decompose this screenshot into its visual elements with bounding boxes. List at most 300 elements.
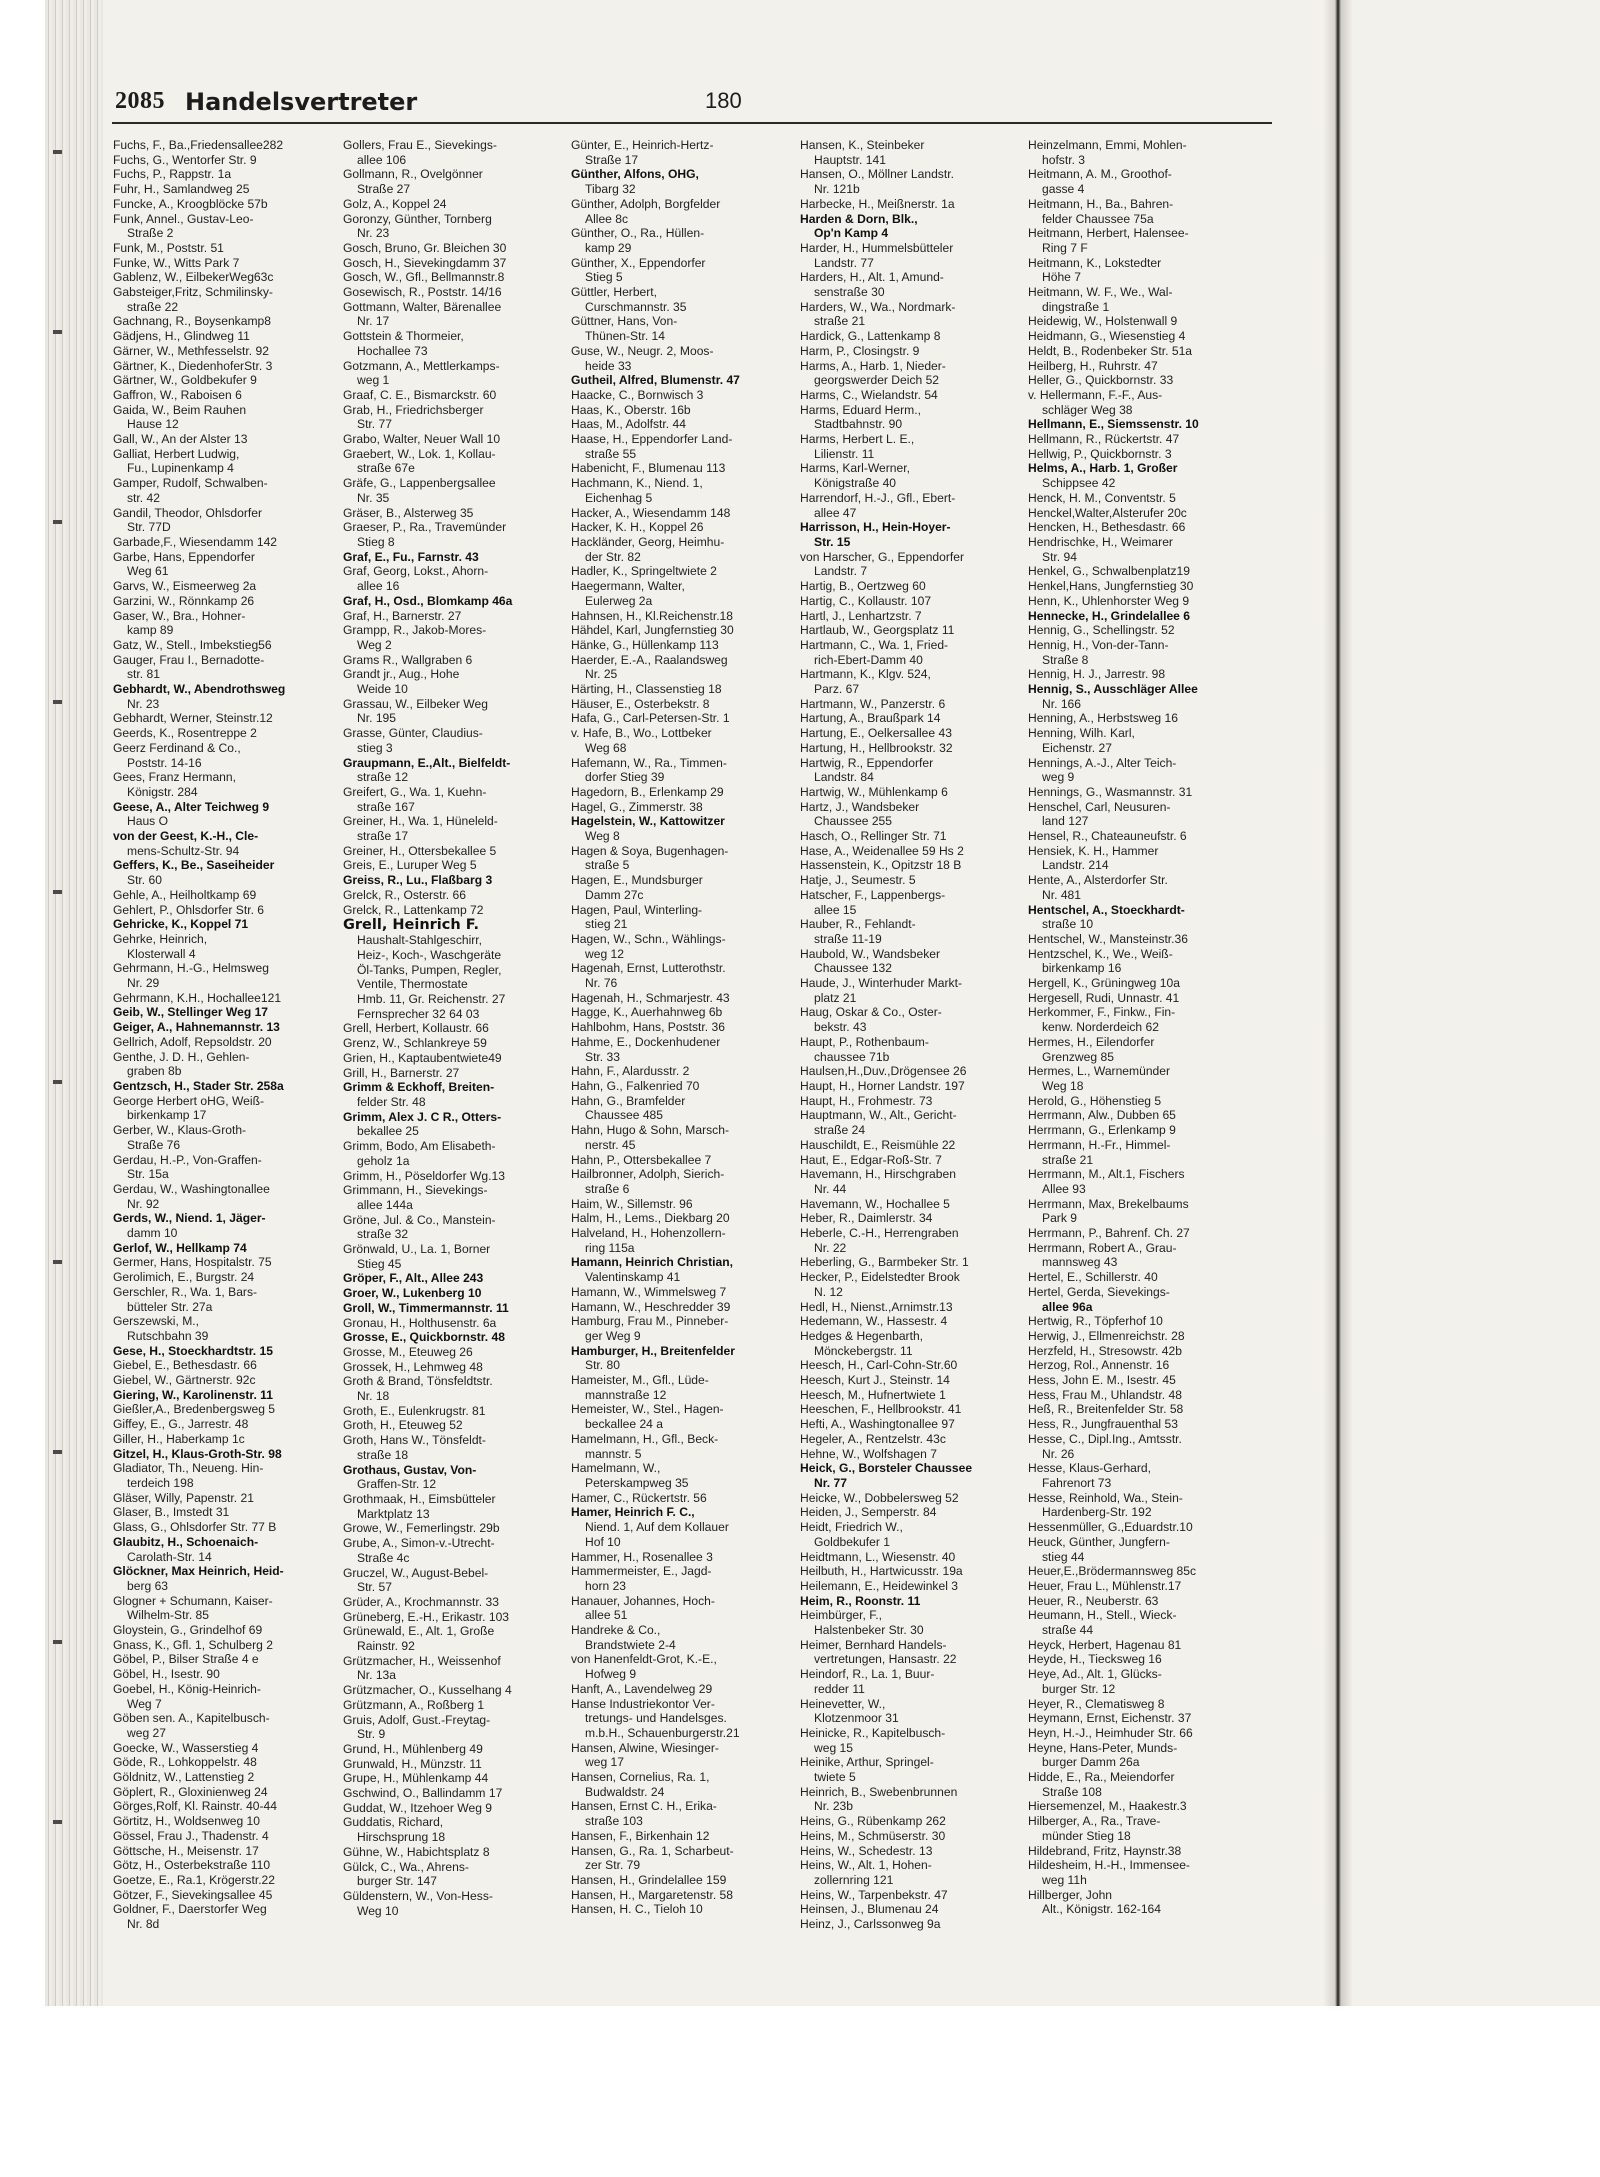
directory-entry: Hansen, H. C., Tieloh 10 xyxy=(571,1902,703,1917)
entry-continuation: Tibarg 32 xyxy=(585,182,636,197)
directory-entry: Götz, H., Osterbekstraße 110 xyxy=(113,1858,271,1873)
entry-continuation: bekallee 25 xyxy=(357,1124,419,1139)
entry-continuation: Hirschsprung 18 xyxy=(357,1830,446,1845)
directory-entry: v. Hellermann, F.-F., Aus- xyxy=(1028,387,1163,402)
directory-entry: Herold, G., Höhenstieg 5 xyxy=(1028,1093,1162,1108)
entry-continuation: Weg 7 xyxy=(127,1696,162,1711)
entry-continuation: nerstr. 45 xyxy=(585,1137,636,1152)
directory-column-3 xyxy=(571,138,785,1917)
directory-entry: Hiersemenzel, M., Haakestr.3 xyxy=(1028,1799,1187,1814)
entry-continuation: straße 11-19 xyxy=(814,931,882,946)
directory-entry: Heilemann, E., Heidewinkel 3 xyxy=(800,1578,958,1593)
entry-continuation: Graffen-Str. 12 xyxy=(357,1477,437,1492)
directory-entry: Grimm, Bodo, Am Elisabeth- xyxy=(343,1139,496,1154)
directory-entry: Groth & Brand, Tönsfeldtstr. xyxy=(343,1374,493,1389)
directory-entry: Heesch, M., Hufnertwiete 1 xyxy=(800,1387,946,1402)
entry-continuation: Allee 8c xyxy=(585,211,629,226)
entry-continuation: Schippsee 42 xyxy=(1042,476,1116,491)
entry-continuation: schläger Weg 38 xyxy=(1042,402,1133,417)
directory-entry: Heldt, B., Rodenbeker Str. 51a xyxy=(1028,343,1193,358)
directory-entry: Handreke & Co., xyxy=(571,1623,661,1638)
entry-continuation: Nr. 26 xyxy=(1042,1446,1075,1461)
directory-entry: Goldner, F., Daerstorfer Weg xyxy=(113,1902,267,1917)
entry-continuation: tretungs- und Handelsges. xyxy=(585,1711,727,1726)
entry-continuation: straße 32 xyxy=(357,1227,409,1242)
directory-entry: Hahnsen, H., Kl.Reichenstr.18 xyxy=(571,608,734,623)
directory-entry: Haug, Oskar & Co., Oster- xyxy=(800,1005,942,1020)
directory-entry: Funk, Annel., Gustav-Leo- xyxy=(113,211,254,226)
entry-continuation: straße 17 xyxy=(357,829,409,844)
directory-entry: Henck, H. M., Conventstr. 5 xyxy=(1028,490,1176,505)
directory-entry: Grünewald, E., Alt. 1, Große xyxy=(343,1624,495,1639)
directory-entry: Hecker, P., Eidelstedter Brook xyxy=(800,1270,960,1285)
entry-continuation: Straße 4c xyxy=(357,1550,410,1565)
directory-entry: Hellmann, R., Rückertstr. 47 xyxy=(1028,432,1180,447)
directory-entry: Haegermann, Walter, xyxy=(571,579,685,594)
directory-entry: Herrmann, G., Erlenkamp 9 xyxy=(1028,1123,1176,1138)
directory-entry: Graf, Georg, Lokst., Ahorn- xyxy=(343,564,489,579)
directory-entry: Glass, G., Ohlsdorfer Str. 77 B xyxy=(113,1520,277,1535)
entry-continuation: gasse 4 xyxy=(1042,182,1085,197)
entry-continuation: Nr. 121b xyxy=(814,182,860,197)
directory-entry: Hansen, O., Möllner Landstr. xyxy=(800,167,954,182)
directory-entry: Grube, A., Simon-v.-Utrecht- xyxy=(343,1536,495,1551)
directory-entry: Hildebrand, Fritz, Haynstr.38 xyxy=(1028,1843,1182,1858)
directory-entry: Gerber, W., Klaus-Groth- xyxy=(113,1123,247,1138)
directory-entry: Hamann, W., Heschredder 39 xyxy=(571,1299,731,1314)
entry-continuation: Weg 10 xyxy=(357,1903,399,1918)
entry-continuation: Stieg 8 xyxy=(357,534,395,549)
directory-entry: Hahlbohm, Hans, Poststr. 36 xyxy=(571,1020,725,1035)
directory-entry: Haut, E., Edgar-Roß-Str. 7 xyxy=(800,1152,942,1167)
directory-entry: Hefti, A., Washingtonallee 97 xyxy=(800,1417,955,1432)
entry-continuation: heide 33 xyxy=(585,358,632,373)
entry-continuation: allee 47 xyxy=(814,505,857,520)
directory-entry: Glaser, B., Imstedt 31 xyxy=(113,1505,230,1520)
directory-entry: Gablenz, W., EilbekerWeg63c xyxy=(113,270,274,285)
directory-entry: Gerdau, W., Washingtonallee xyxy=(113,1181,270,1196)
directory-entry: Gehle, A., Heilholtkamp 69 xyxy=(113,887,257,902)
directory-entry: Hagelstein, W., Kattowitzer xyxy=(571,814,725,829)
entry-continuation: weg 1 xyxy=(357,373,390,388)
directory-entry: Geese, A., Alter Teichweg 9 xyxy=(113,799,270,814)
entry-continuation: land 127 xyxy=(1042,814,1089,829)
entry-continuation: birkenkamp 16 xyxy=(1042,961,1122,976)
entry-continuation: dingstraße 1 xyxy=(1042,299,1110,314)
entry-continuation: Str. 77 xyxy=(357,417,392,432)
directory-entry: Hennig, G., Schellingstr. 52 xyxy=(1028,623,1175,638)
entry-continuation: straße 12 xyxy=(357,770,409,785)
directory-entry: Gerolimich, E., Burgstr. 24 xyxy=(113,1270,255,1285)
directory-entry: Hartz, J., Wandsbeker xyxy=(800,799,920,814)
directory-entry: Gerschler, R., Wa. 1, Bars- xyxy=(113,1284,258,1299)
directory-entry: Hennings, G., Wasmannstr. 31 xyxy=(1028,784,1193,799)
directory-entry: Gloystein, G., Grindelhof 69 xyxy=(113,1623,263,1638)
entry-continuation: weg 9 xyxy=(1042,770,1075,785)
entry-continuation: mens-Schultz-Str. 94 xyxy=(127,843,240,858)
directory-entry: Hente, A., Alsterdorfer Str. xyxy=(1028,873,1168,888)
directory-entry: Hansen, Alwine, Wiesinger- xyxy=(571,1740,719,1755)
directory-entry: Haas, M., Adolfstr. 44 xyxy=(571,417,686,432)
directory-entry: Heicke, W., Dobbelersweg 52 xyxy=(800,1490,959,1505)
directory-entry: Gandil, Theodor, Ohlsdorfer xyxy=(113,505,263,520)
directory-entry: Hachmann, K., Niend. 1, xyxy=(571,476,703,491)
entry-continuation: platz 21 xyxy=(814,990,857,1005)
entry-continuation: damm 10 xyxy=(127,1226,178,1241)
entry-continuation: Str. 94 xyxy=(1042,549,1077,564)
directory-entry: Härting, H., Classenstieg 18 xyxy=(571,682,722,697)
entry-continuation: weg 27 xyxy=(127,1725,166,1740)
directory-entry: Haubold, W., Wandsbeker xyxy=(800,946,941,961)
directory-entry: Heitmann, W. F., We., Wal- xyxy=(1028,285,1173,300)
directory-entry: Funke, W., Witts Park 7 xyxy=(113,255,240,270)
directory-entry: Henning, Wilh. Karl, xyxy=(1028,726,1135,741)
directory-entry: Harms, C., Wielandstr. 54 xyxy=(800,387,938,402)
entry-continuation: straße 6 xyxy=(585,1181,630,1196)
entry-continuation: straße 103 xyxy=(585,1814,643,1829)
directory-entry: Hartig, C., Kollaustr. 107 xyxy=(800,593,932,608)
entry-continuation: Hmb. 11, Gr. Reichenstr. 27 xyxy=(357,992,506,1007)
directory-entry: Grupe, H., Mühlenkamp 44 xyxy=(343,1771,489,1786)
entry-continuation: berg 63 xyxy=(127,1578,169,1593)
directory-entry: Geerz Ferdinand & Co., xyxy=(113,740,241,755)
entry-continuation: Lilienstr. 11 xyxy=(814,446,875,461)
entry-continuation: geholz 1a xyxy=(357,1153,410,1168)
directory-column-4 xyxy=(800,138,1014,1932)
entry-continuation: Eulerweg 2a xyxy=(585,593,653,608)
directory-entry: Heesch, Kurt J., Steinstr. 14 xyxy=(800,1373,950,1388)
directory-entry: Greiner, H., Ottersbekallee 5 xyxy=(343,843,497,858)
directory-entry: Görtitz, H., Woldsenweg 10 xyxy=(113,1814,260,1829)
directory-entry: Hansen, H., Margaretenstr. 58 xyxy=(571,1887,734,1902)
entry-continuation: Straße 76 xyxy=(127,1137,181,1152)
directory-entry: Heins, G., Rübenkamp 262 xyxy=(800,1814,946,1829)
entry-continuation: straße 5 xyxy=(585,858,630,873)
directory-entry: Haacke, C., Bornwisch 3 xyxy=(571,387,704,402)
directory-entry: Harder, H., Hummelsbütteler xyxy=(800,240,954,255)
entry-continuation: Str. 57 xyxy=(357,1580,392,1595)
directory-entry: Hagen, E., Mundsburger xyxy=(571,873,703,888)
directory-entry: Hamann, Heinrich Christian, xyxy=(571,1255,733,1270)
directory-entry: Heins, W., Schedestr. 13 xyxy=(800,1843,933,1858)
directory-entry: Grüneberg, E.-H., Erikastr. 103 xyxy=(343,1609,510,1624)
entry-continuation: straße 18 xyxy=(357,1447,409,1462)
entry-continuation: Nr. 23 xyxy=(357,226,390,241)
directory-entry: Heuer,E.,Brödermannsweg 85c xyxy=(1028,1564,1197,1579)
entry-continuation: Eichenstr. 27 xyxy=(1042,740,1112,755)
directory-entry: Heins, W., Alt. 1, Hohen- xyxy=(800,1858,932,1873)
directory-column-5 xyxy=(1028,138,1242,1917)
directory-entry: Guddat, W., Itzehoer Weg 9 xyxy=(343,1800,493,1815)
directory-entry: Hedges & Hegenbarth, xyxy=(800,1328,924,1343)
directory-entry: Harms, Karl-Werner, xyxy=(800,461,910,476)
directory-entry: Grelck, R., Lattenkamp 72 xyxy=(343,902,484,917)
directory-entry: Hafemann, W., Ra., Timmen- xyxy=(571,755,727,770)
directory-entry: Garvs, W., Eismeerweg 2a xyxy=(113,579,257,594)
entry-continuation: Grenzweg 85 xyxy=(1042,1049,1114,1064)
directory-entry: Gauger, Frau I., Bernadotte- xyxy=(113,652,265,667)
directory-entry: Gehrmann, K.H., Hochallee121 xyxy=(113,990,282,1005)
directory-entry: Gaffron, W., Raboisen 6 xyxy=(113,387,242,402)
directory-entry: Hilberger, A., Ra., Trave- xyxy=(1028,1814,1161,1829)
directory-entry: Henning, A., Herbstsweg 16 xyxy=(1028,711,1178,726)
directory-entry: Grützmann, A., Roßberg 1 xyxy=(343,1697,485,1712)
directory-entry: Harrendorf, H.-J., Gfl., Ebert- xyxy=(800,490,956,505)
entry-continuation: Weg 61 xyxy=(127,564,169,579)
directory-entry: Hentzschel, K., We., Weiß- xyxy=(1028,946,1173,961)
directory-entry: Havemann, W., Hochallee 5 xyxy=(800,1196,950,1211)
directory-entry: Hahn, G., Bramfelder xyxy=(571,1093,686,1108)
directory-entry: von Hanenfeldt-Grot, K.-E., xyxy=(571,1652,717,1667)
directory-entry: Gehrke, Heinrich, xyxy=(113,931,208,946)
directory-entry: Göde, R., Lohkoppelstr. 48 xyxy=(113,1755,257,1770)
directory-entry: Heß, R., Breitenfelder Str. 58 xyxy=(1028,1402,1184,1417)
directory-entry: Hagen, W., Schn., Wählings- xyxy=(571,931,726,946)
directory-entry: Heinicke, R., Kapitelbusch- xyxy=(800,1725,946,1740)
directory-entry: Gärtner, W., Goldbekufer 9 xyxy=(113,373,257,388)
entry-continuation: straße 167 xyxy=(357,799,415,814)
directory-entry: Gerds, W., Niend. 1, Jäger- xyxy=(113,1211,266,1226)
directory-entry: Hagedorn, B., Erlenkamp 29 xyxy=(571,784,724,799)
directory-entry: Haas, K., Oberstr. 16b xyxy=(571,402,691,417)
directory-entry: Grill, H., Barnerstr. 27 xyxy=(343,1065,460,1080)
directory-entry: Günther, Adolph, Borgfelder xyxy=(571,196,721,211)
directory-entry: Hauber, R., Fehlandt- xyxy=(800,917,916,932)
directory-entry: Hentschel, W., Mansteinstr.36 xyxy=(1028,931,1188,946)
directory-entry: Goronzy, Günther, Tornberg xyxy=(343,211,492,226)
entry-continuation: Str. 33 xyxy=(585,1049,620,1064)
entry-continuation: graben 8b xyxy=(127,1064,182,1079)
entry-continuation: mannstr. 5 xyxy=(585,1446,642,1461)
directory-entry: Hess, R., Jungfrauenthal 53 xyxy=(1028,1417,1178,1432)
directory-entry: Heber, R., Daimlerstr. 34 xyxy=(800,1211,933,1226)
directory-entry: Hess, John E. M., Isestr. 45 xyxy=(1028,1373,1176,1388)
directory-entry: Herrmann, M., Alt.1, Fischers xyxy=(1028,1167,1185,1182)
directory-entry: Heberling, G., Barmbeker Str. 1 xyxy=(800,1255,969,1270)
directory-entry: Heilbuth, H., Hartwicusstr. 19a xyxy=(800,1564,963,1579)
entry-continuation: weg 15 xyxy=(814,1740,853,1755)
directory-entry: Heyer, R., Clematisweg 8 xyxy=(1028,1696,1165,1711)
directory-entry: Hamelmann, H., Gfl., Beck- xyxy=(571,1431,719,1446)
directory-entry: Gnass, K., Gfl. 1, Schulberg 2 xyxy=(113,1637,273,1652)
directory-entry: Grunwald, H., Münzstr. 11 xyxy=(343,1756,482,1771)
entry-continuation: str. 81 xyxy=(127,667,160,682)
directory-entry: Grell, Herbert, Kollaustr. 66 xyxy=(343,1021,489,1036)
directory-entry: Gosch, W., Gfl., Bellmannstr.8 xyxy=(343,270,505,285)
entry-continuation: chaussee 71b xyxy=(814,1049,890,1064)
directory-entry: Grien, H., Kaptaubentwiete49 xyxy=(343,1050,502,1065)
directory-entry: Heinrich, B., Swebenbrunnen xyxy=(800,1784,958,1799)
directory-entry: Günther, X., Eppendorfer xyxy=(571,255,706,270)
entry-continuation: Damm 27c xyxy=(585,887,644,902)
directory-entry: Geffers, K., Be., Saseiheider xyxy=(113,858,275,873)
entry-continuation: Straße 108 xyxy=(1042,1784,1102,1799)
directory-entry: Hess, Frau M., Uhlandstr. 48 xyxy=(1028,1387,1182,1402)
directory-entry: Gees, Franz Hermann, xyxy=(113,770,236,785)
directory-entry: Hagen, Paul, Winterling- xyxy=(571,902,703,917)
directory-entry: Grützmacher, H., Weissenhof xyxy=(343,1653,501,1668)
directory-entry: Hartung, A., Braußpark 14 xyxy=(800,711,941,726)
directory-entry: Funk, M., Poststr. 51 xyxy=(113,240,224,255)
directory-entry: Gall, W., An der Alster 13 xyxy=(113,432,248,447)
directory-entry: Hadler, K., Springeltwiete 2 xyxy=(571,564,717,579)
directory-entry: Gehrmann, H.-G., Helmsweg xyxy=(113,961,269,976)
directory-entry: Hartung, E., Oelkersallee 43 xyxy=(800,726,952,741)
directory-entry: Fuhr, H., Samlandweg 25 xyxy=(113,182,250,197)
directory-entry: Gehlert, P., Ohlsdorfer Str. 6 xyxy=(113,902,265,917)
directory-entry: Hassenstein, K., Opitzstr 18 B xyxy=(800,858,962,873)
directory-entry: Hartwig, W., Mühlenkamp 6 xyxy=(800,784,948,799)
page-gutter xyxy=(1323,0,1353,2006)
directory-entry: Heimer, Bernhard Handels- xyxy=(800,1637,947,1652)
entry-continuation: Heiz-, Koch-, Waschgeräte xyxy=(357,947,502,962)
directory-entry: Gädjens, H., Glindweg 11 xyxy=(113,329,250,344)
directory-entry: Heinzelmann, Emmi, Mohlen- xyxy=(1028,138,1187,152)
entry-continuation: straße 67e xyxy=(357,461,415,476)
directory-entry: von Harscher, G., Eppendorfer xyxy=(800,549,965,564)
entry-continuation: Nr. 8d xyxy=(127,1917,160,1932)
directory-entry: Graebert, W., Lok. 1, Kollau- xyxy=(343,446,496,461)
directory-entry: Hansen, K., Steinbeker xyxy=(800,138,925,152)
directory-entry: Gössel, Frau J., Thadenstr. 4 xyxy=(113,1828,269,1843)
entry-continuation: mannsweg 43 xyxy=(1042,1255,1118,1270)
directory-entry: Gosch, Bruno, Gr. Bleichen 30 xyxy=(343,240,507,255)
directory-entry: Hartlaub, W., Georgsplatz 11 xyxy=(800,623,955,638)
entry-continuation: twiete 5 xyxy=(814,1770,856,1785)
directory-entry: Graupmann, E.,Alt., Bielfeldt- xyxy=(343,755,511,770)
directory-entry: Habenicht, F., Blumenau 113 xyxy=(571,461,726,476)
directory-entry: Heyck, Herbert, Hagenau 81 xyxy=(1028,1637,1182,1652)
directory-entry: Gärner, W., Methfesselstr. 92 xyxy=(113,343,269,358)
directory-entry: Galliat, Herbert Ludwig, xyxy=(113,446,240,461)
directory-entry: Giebel, W., Gärtnerstr. 92c xyxy=(113,1373,256,1388)
directory-entry: Heidt, Friedrich W., xyxy=(800,1520,903,1535)
entry-continuation: burger Str. 147 xyxy=(357,1874,438,1889)
entry-continuation: Höhe 7 xyxy=(1042,270,1081,285)
entry-continuation: Str. 60 xyxy=(127,873,162,888)
directory-entry: Güttner, Hans, Von- xyxy=(571,314,678,329)
entry-continuation: birkenkamp 17 xyxy=(127,1108,207,1123)
entry-continuation: beckallee 24 a xyxy=(585,1417,663,1432)
directory-entry: Gräser, B., Alsterweg 35 xyxy=(343,505,474,520)
entry-continuation: Halstenbeker Str. 30 xyxy=(814,1623,924,1638)
directory-entry: Garbade,F., Wiesendamm 142 xyxy=(113,534,278,549)
directory-entry: Hagen & Soya, Bugenhagen- xyxy=(571,843,729,858)
directory-entry: Herzfeld, H., Stresowstr. 42b xyxy=(1028,1343,1182,1358)
directory-entry: Grell, Heinrich F. xyxy=(343,917,480,934)
entry-continuation: Ventile, Thermostate xyxy=(357,977,468,992)
directory-entry: Heins, M., Schmüserstr. 30 xyxy=(800,1828,946,1843)
directory-entry: Hacker, A., Wiesendamm 148 xyxy=(571,505,731,520)
entry-continuation: Weg 18 xyxy=(1042,1079,1084,1093)
directory-entry: Herrmann, Robert A., Grau- xyxy=(1028,1240,1177,1255)
directory-entry: Heindorf, R., La. 1, Buur- xyxy=(800,1667,935,1682)
entry-continuation: Hochallee 73 xyxy=(357,343,428,358)
directory-entry: Heidmann, G., Wiesenstieg 4 xyxy=(1028,329,1186,344)
directory-entry: Golz, A., Koppel 24 xyxy=(343,196,447,211)
entry-continuation: mannstraße 12 xyxy=(585,1387,667,1402)
directory-entry: Hertel, E., Schillerstr. 40 xyxy=(1028,1270,1158,1285)
entry-continuation: straße 22 xyxy=(127,299,179,314)
entry-continuation: kenw. Norderdeich 62 xyxy=(1042,1020,1159,1035)
directory-entry: Groth, H., Eteuweg 52 xyxy=(343,1418,463,1433)
directory-entry: Hanft, A., Lavendelweg 29 xyxy=(571,1681,713,1696)
directory-entry: von der Geest, K.-H., Cle- xyxy=(113,829,259,844)
directory-entry: Haulsen,H.,Duv.,Drögensee 26 xyxy=(800,1064,967,1079)
entry-continuation: terdeich 198 xyxy=(127,1475,194,1490)
directory-entry: Havemann, H., Hirschgraben xyxy=(800,1167,956,1182)
entry-continuation: Alt., Königstr. 162-164 xyxy=(1042,1902,1161,1917)
directory-entry: Hamann, W., Wimmelsweg 7 xyxy=(571,1284,727,1299)
entry-continuation: Eichenhag 5 xyxy=(585,490,653,505)
directory-entry: Graf, H., Osd., Blomkamp 46a xyxy=(343,593,513,608)
directory-entry: Gosch, H., Sievekingdamm 37 xyxy=(343,255,507,270)
entry-continuation: Chaussee 132 xyxy=(814,961,892,976)
directory-entry: Gentzsch, H., Stader Str. 258a xyxy=(113,1079,284,1093)
directory-entry: Haerder, E.-A., Raalandsweg xyxy=(571,652,728,667)
directory-entry: Güldenstern, W., Von-Hess- xyxy=(343,1888,493,1903)
directory-entry: Growe, W., Femerlingstr. 29b xyxy=(343,1521,500,1536)
directory-entry: Herrmann, H.-Fr., Himmel- xyxy=(1028,1137,1171,1152)
directory-entry: Grenz, W., Schlankreye 59 xyxy=(343,1036,487,1051)
directory-entry: Gollers, Frau E., Sievekings- xyxy=(343,138,497,152)
directory-entry: Hänke, G., Hüllenkamp 113 xyxy=(571,637,719,652)
directory-entry: Grönwald, U., La. 1, Borner xyxy=(343,1242,491,1257)
directory-entry: Hansen, Cornelius, Ra. 1, xyxy=(571,1770,710,1785)
directory-entry: Harm, P., Closingstr. 9 xyxy=(800,343,920,358)
directory-entry: Heller, G., Quickbornstr. 33 xyxy=(1028,373,1174,388)
directory-entry: Heiden, J., Semperstr. 84 xyxy=(800,1505,937,1520)
entry-continuation: Straße 17 xyxy=(585,152,639,167)
directory-entry: Hentschel, A., Stoeckhardt- xyxy=(1028,902,1185,917)
directory-entry: Harms, Eduard Herm., xyxy=(800,402,921,417)
entry-continuation: Chaussee 255 xyxy=(814,814,892,829)
directory-entry: Geerds, K., Rosentreppe 2 xyxy=(113,726,257,741)
entry-continuation: burger Str. 12 xyxy=(1042,1681,1116,1696)
directory-entry: Grimm, H., Pöseldorfer Wg.13 xyxy=(343,1168,505,1183)
directory-entry: Hahn, P., Ottersbekallee 7 xyxy=(571,1152,712,1167)
directory-entry: Gellrich, Adolf, Repsoldstr. 20 xyxy=(113,1034,272,1049)
directory-entry: Grothaus, Gustav, Von- xyxy=(343,1462,477,1477)
directory-entry: Hergell, K., Grüningweg 10a xyxy=(1028,976,1180,991)
directory-entry: Hasch, O., Rellinger Str. 71 xyxy=(800,829,947,844)
directory-entry: Hammer, H., Rosenallee 3 xyxy=(571,1549,713,1564)
directory-entry: Hamer, Heinrich F. C., xyxy=(571,1505,695,1520)
entry-continuation: Nr. 23b xyxy=(814,1799,853,1814)
entry-continuation: Weg 8 xyxy=(585,829,620,844)
directory-entry: Genthe, J. D. H., Gehlen- xyxy=(113,1049,250,1064)
directory-entry: Geib, W., Stellinger Weg 17 xyxy=(113,1005,269,1020)
entry-continuation: weg 17 xyxy=(585,1755,624,1770)
entry-continuation: burger Damm 26a xyxy=(1042,1755,1140,1770)
directory-entry: Heesch, H., Carl-Cohn-Str.60 xyxy=(800,1358,958,1373)
entry-continuation: felder Str. 48 xyxy=(357,1095,426,1109)
entry-continuation: Goldbekufer 1 xyxy=(814,1534,890,1549)
directory-entry: Funcke, A., Kroogblöcke 57b xyxy=(113,196,268,211)
entry-continuation: Weg 2 xyxy=(357,637,392,652)
directory-entry: Gühne, W., Habichtsplatz 8 xyxy=(343,1844,490,1859)
entry-continuation: kamp 29 xyxy=(585,240,632,255)
directory-entry: Hagenah, Ernst, Lutterothstr. xyxy=(571,961,726,976)
directory-entry: Heyde, H., Tiecksweg 16 xyxy=(1028,1652,1162,1667)
directory-entry: Heinsen, J., Blumenau 24 xyxy=(800,1902,939,1917)
directory-entry: Hammermeister, E., Jagd- xyxy=(571,1564,712,1579)
directory-entry: Hermes, H., Eilendorfer xyxy=(1028,1034,1155,1049)
directory-entry: Grelck, R., Osterstr. 66 xyxy=(343,887,466,902)
entry-continuation: Haus O xyxy=(127,814,168,829)
directory-entry: Hennig, S., Ausschläger Allee xyxy=(1028,682,1198,697)
directory-entry: Hehne, W., Wolfshagen 7 xyxy=(800,1446,937,1461)
